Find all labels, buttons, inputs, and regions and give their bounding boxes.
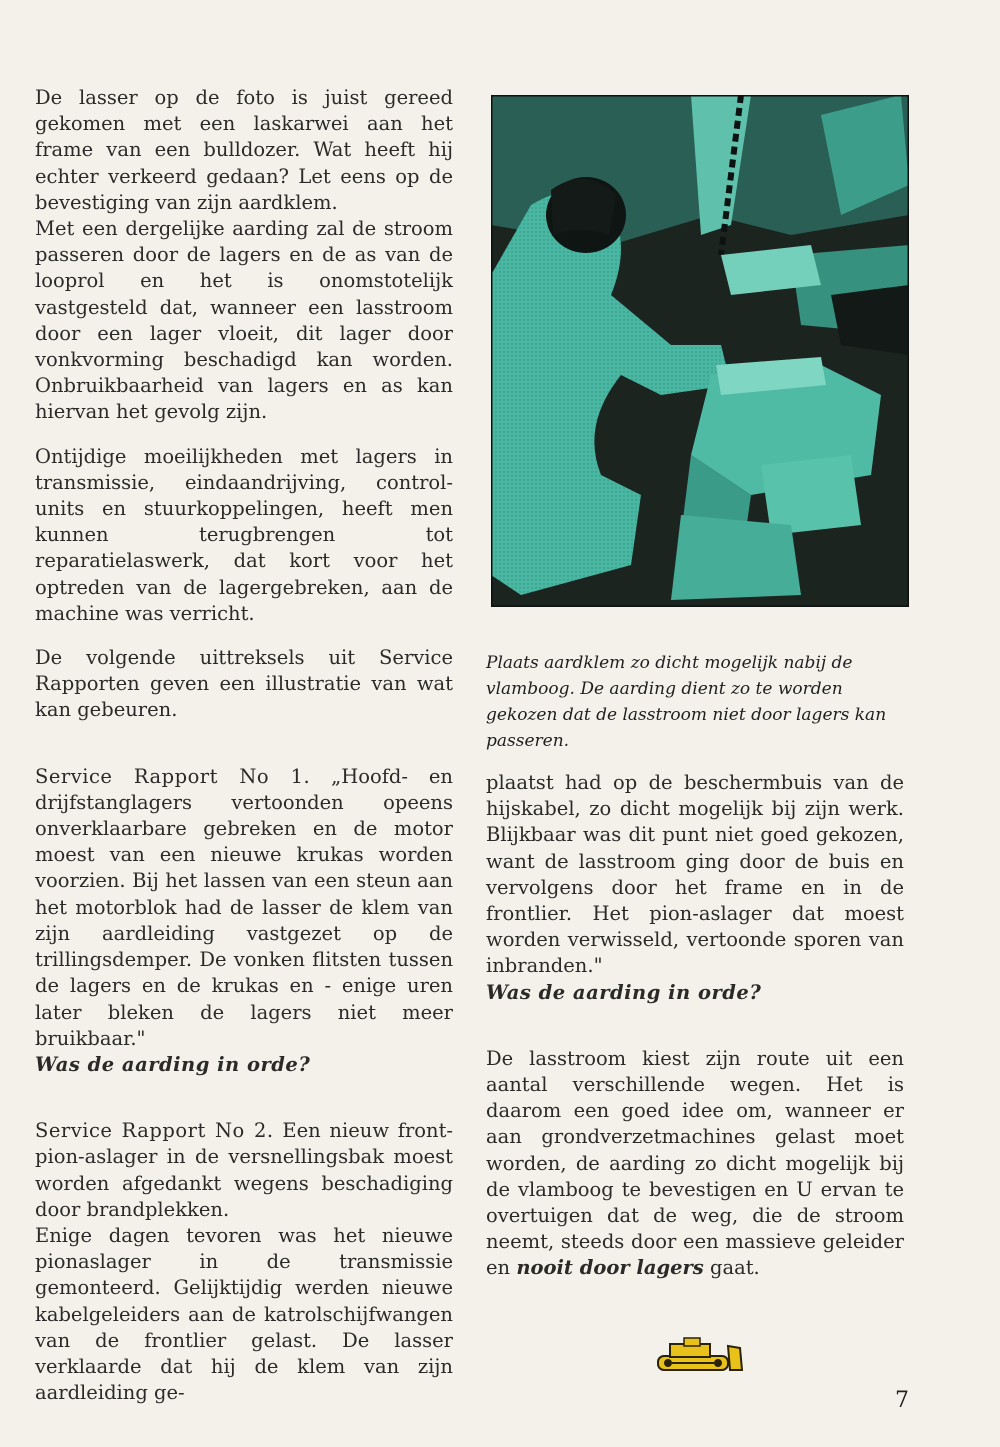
report-2-text: Een nieuw front-pion-aslager in de versnellingsbak moest worden afgedankt wegens beschadiging door brandplekken. [35,1119,454,1221]
closing-emphasis: nooit door lagers [516,1256,704,1280]
paragraph-transmission: Ontijdige moeilijkheden met lagers in transmissie, eindaandrijving, control-units en stuurkoppelingen, heeft men kunnen terugbrengen tot reparatielaswerk, dat kort voor het optreden van de lagergebreken, aan de machine was verricht. [35,444,453,625]
closing-paragraph [486,1046,904,1282]
welder-photo-illustration [491,95,909,607]
report-1 [35,764,453,1052]
closing-text: De lasstroom kiest zijn route uit een aantal verschillende wegen. Het is daarom een goed idee om, wanneer er aan grondverzetmachines gelast moet worden, de aarding zo dicht mogelijk bij de vlamboog te bevestigen en U ervan te overtuigen dat de weg, die de stroom neemt, steeds door een massieve geleider en [486,1046,904,1280]
closing-end: gaat. [709,1256,760,1280]
right-column [486,770,904,1282]
paragraph-extracts: De volgende uittreksels uit Service Rapporten geven een illustratie van wat kan gebeuren. [35,646,453,722]
welder-photo [491,95,909,607]
photo-caption [486,650,916,754]
report-2-continuation: plaatst had op de beschermbuis van de hijskabel, zo dicht mogelijk bij zijn werk. Blijkbaar was dit punt niet goed gekozen, want de lasstroom ging door de buis en vervolgens door het frame en in de frontlier. Het pion-aslager dat moest worden verwisseld, vertoonde sporen van inbranden." [486,771,904,978]
intro-paragraph-1: De lasser op de foto is juist gereed gekomen met een laskarwei aan het frame van een bulldozer. Wat heeft hij echter verkeerd gedaan? Let eens op de bevestiging van zijn aardklem. [35,86,453,214]
intro-paragraph-2: Met een dergelijke aarding zal de stroom passeren door de lagers en de as van de looprol en het is onomstotelijk vastgesteld dat, wanneer een lasstroom door een lager vloeit, dit lager door vonkvorming beschadigd kan worden. Onbruikbaarheid van lagers en as kan hiervan het gevolg zijn. [35,217,453,424]
report-1-heading: Service Rapport No 1. [35,764,311,788]
bulldozer-icon [650,1336,746,1376]
report-2 [35,1118,453,1223]
left-column [35,85,453,1406]
caption-text: Plaats aardklem zo dicht mogelijk nabij de vlamboog. De aarding dient zo te worden gekozen dat de lasstroom niet door lagers kan passeren. [486,653,887,751]
report-2-heading: Service Rapport No 2. [35,1119,274,1143]
report-2-text-2: Enige dagen tevoren was het nieuwe pionaslager in de transmissie gemonteerd. Gelijktijdig werden nieuwe kabelgeleiders aan de katrolschijfwangen van de frontlier gelast. De lasser verklaarde dat hij de klem van zijn aardleiding ge- [35,1223,453,1405]
report-1-text: „Hoofd- en drijfstanglagers vertoonden opeens onverklaarbare gebreken en de motor moest van een nieuwe krukas worden voorzien. Bij het lassen van een steun aan het motorblok had de lasser de klem van zijn aardleiding vastgezet op de trillingsdemper. De vonken flitsten tussen de lagers en de krukas en - enige uren later bleken de lagers niet meer bruikbaar." [35,764,453,1050]
bulldozer-logo [650,1336,746,1376]
page-number: 7 [895,1388,909,1413]
report-2-question: Was de aarding in orde? [486,980,762,1004]
report-1-question: Was de aarding in orde? [35,1052,311,1076]
